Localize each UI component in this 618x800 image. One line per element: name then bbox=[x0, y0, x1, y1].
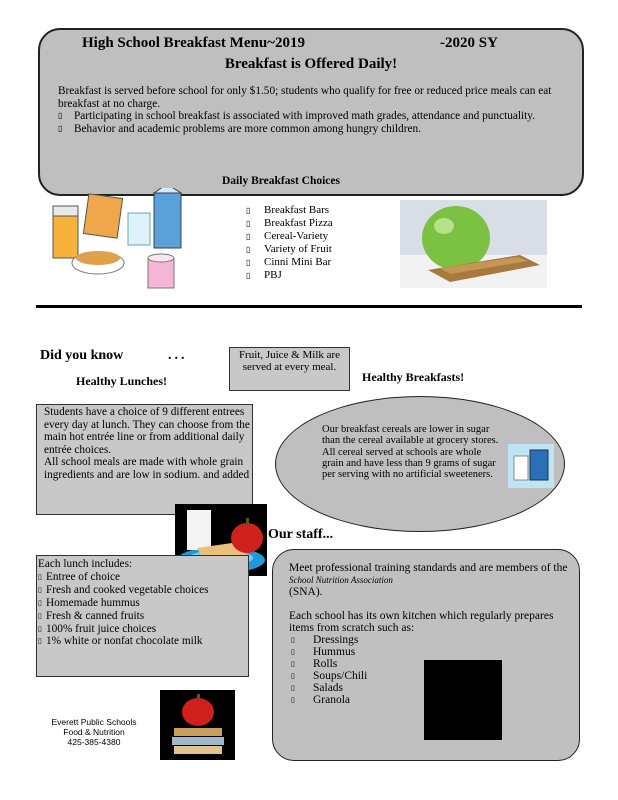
breakfast-clipart-image bbox=[50, 188, 200, 298]
list-item: ▯ Homemade hummus bbox=[38, 597, 250, 610]
list-item: ▯ Rolls bbox=[291, 658, 574, 670]
list-item: ▯ Cinni Mini Bar bbox=[246, 256, 333, 269]
lunch-info-paragraph: Students have a choice of 9 different entrees every day at lunch. They can choose from the main hot entrée line or from additional daily entrée choices. bbox=[44, 406, 250, 456]
lunch-includes-text bbox=[38, 558, 250, 648]
healthy-breakfasts-heading: Healthy Breakfasts! bbox=[362, 370, 465, 384]
list-item: ▯ Granola bbox=[291, 694, 574, 706]
department-name: Food & Nutrition bbox=[63, 727, 125, 737]
lunch-includes-list bbox=[38, 571, 250, 648]
ellipsis-dots: ... bbox=[168, 348, 188, 363]
our-staff-heading: Our staff... bbox=[268, 527, 334, 542]
staff-paragraph bbox=[289, 562, 574, 598]
lunch-includes-heading: Each lunch includes: bbox=[38, 558, 133, 570]
did-you-know-heading: Did you know bbox=[40, 348, 124, 363]
apple-granola-photo bbox=[400, 200, 547, 288]
list-item: ▯ Breakfast Bars bbox=[246, 204, 333, 217]
milk-cereal-icon bbox=[508, 444, 554, 488]
list-item: ▯ Fresh & canned fruits bbox=[38, 610, 250, 623]
intro-text bbox=[58, 85, 578, 135]
district-contact bbox=[40, 717, 148, 747]
list-item: ▯ 1% white or nonfat chocolate milk bbox=[38, 635, 250, 648]
phone-number: 425-385-4380 bbox=[67, 737, 121, 747]
staff-training-text: Meet professional training standards and are members of the bbox=[289, 562, 568, 574]
sna-name: School Nutrition Association bbox=[289, 575, 393, 585]
sna-abbrev: (SNA). bbox=[289, 586, 323, 598]
list-item: ▯ Fresh and cooked vegetable choices bbox=[38, 584, 250, 597]
district-name: Everett Public Schools bbox=[51, 717, 137, 727]
healthy-lunches-heading: Healthy Lunches! bbox=[76, 374, 168, 388]
list-item: ▯ Hummus bbox=[291, 646, 574, 658]
daily-choices-heading: Daily Breakfast Choices bbox=[222, 175, 340, 187]
intro-bullet: ▯ Participating in school breakfast is associated with improved math grades, attendance and punctuality. bbox=[58, 110, 578, 123]
list-item: ▯ 100% fruit juice choices bbox=[38, 623, 250, 636]
list-item: ▯ Soups/Chili bbox=[291, 670, 574, 682]
apple-books-image bbox=[160, 690, 235, 760]
list-item: ▯ Salads bbox=[291, 682, 574, 694]
menu-subtitle: Breakfast is Offered Daily! bbox=[224, 56, 398, 72]
menu-title: High School Breakfast Menu~2019 bbox=[82, 35, 305, 51]
breakfast-info-text: Our breakfast cereals are lower in sugar than the cereal available at grocery stores. All cereal served at schools are whole grain and have less than 9 grams of sugar per serving with no artificial sweeteners. bbox=[322, 424, 499, 481]
lunch-info-paragraph: All school meals are made with whole grain ingredients and are low in sodium. and added bbox=[44, 456, 250, 481]
staff-kitchen-text: Each school has its own kitchen which regularly prepares items from scratch such as: bbox=[289, 610, 554, 634]
section-divider bbox=[36, 305, 582, 308]
daily-choices-list bbox=[246, 204, 333, 282]
list-item: ▯ Entree of choice bbox=[38, 571, 250, 584]
school-year: -2020 SY bbox=[440, 35, 498, 51]
intro-bullet: ▯ Behavior and academic problems are more common among hungry children. bbox=[58, 123, 578, 136]
list-item: ▯ Cereal-Variety bbox=[246, 230, 333, 243]
list-item: ▯ Dressings bbox=[291, 634, 574, 646]
intro-price-line: Breakfast is served before school for only $1.50; students who qualify for free or reduced price meals can eat breakfast at no charge. bbox=[58, 85, 552, 110]
list-item: ▯ Breakfast Pizza bbox=[246, 217, 333, 230]
fruit-juice-milk-callout: Fruit, Juice & Milk are served at every meal. bbox=[229, 347, 350, 391]
black-image-block bbox=[424, 660, 502, 740]
list-item: ▯ Variety of Fruit bbox=[246, 243, 333, 256]
lunch-info-text bbox=[44, 406, 254, 481]
list-item: ▯ PBJ bbox=[246, 269, 333, 282]
